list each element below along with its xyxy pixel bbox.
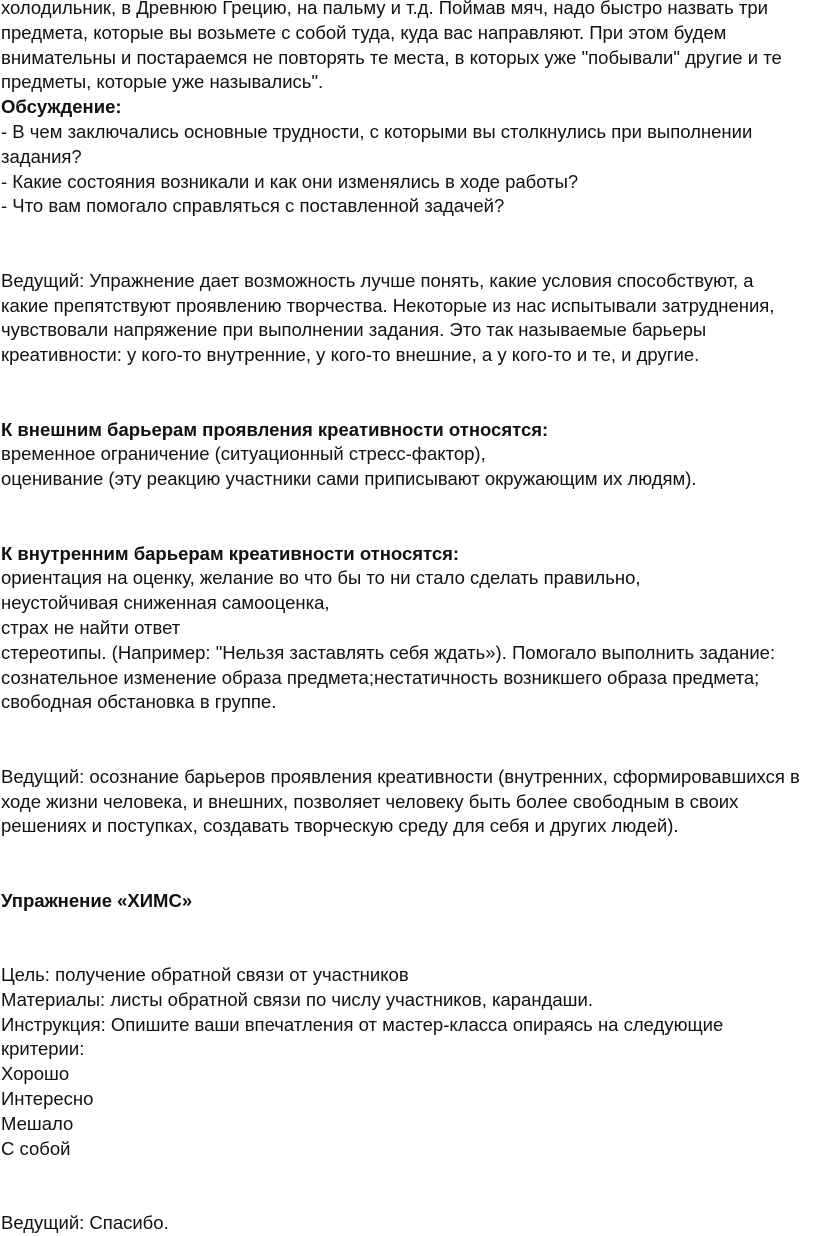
criterion-item: Хорошо xyxy=(1,1063,70,1085)
list-item: стереотипы. (Например: "Нельзя заставлять себя ждать»). Помогало выполнить задание: xyxy=(1,641,776,663)
list-item: ориентация на оценку, желание во что бы то ни стало сделать правильно, xyxy=(1,567,641,589)
closing-line: Ведущий: Спасибо. xyxy=(1,1212,169,1234)
blank-line xyxy=(1,913,813,938)
list-item: сознательное изменение образа предмета;нестатичность возникшего образа предмета; xyxy=(1,666,760,688)
text-line: какие препятствуют проявлению творчества. Некоторые из нас испытывали затруднения, xyxy=(1,294,775,316)
blank-line xyxy=(1,219,813,244)
blank-line xyxy=(1,244,813,269)
text-line: креативности: у кого-то внутренние, у кого-то внешние, а у кого-то и те, и другие. xyxy=(1,344,700,366)
blank-line xyxy=(1,368,813,393)
discussion-question: - Что вам помогало справляться с поставленной задачей? xyxy=(1,195,505,217)
exercise-instruction: критерии: xyxy=(1,1038,85,1060)
list-item: оценивание (эту реакцию участники сами приписывают окружающим их людям). xyxy=(1,468,697,490)
text-line: холодильник, в Древнюю Грецию, на пальму и т.д. Поймав мяч, надо быстро назвать три xyxy=(1,0,769,18)
blank-line xyxy=(1,517,813,542)
criterion-item: Мешало xyxy=(1,1112,74,1134)
blank-line xyxy=(1,1186,813,1211)
text-line: Ведущий: Упражнение дает возможность лучше понять, какие условия способствуют, а xyxy=(1,269,754,291)
exercise-section xyxy=(1,889,813,1162)
discussion-question: - В чем заключались основные трудности, с которыми вы столкнулись при выполнении xyxy=(1,120,753,142)
blank-line xyxy=(1,938,813,963)
document-page xyxy=(1,0,813,1236)
text-line: ходе жизни человека, и внешних, позволяет человеку быть более свободным в своих xyxy=(1,790,739,812)
blank-line xyxy=(1,492,813,517)
leader-paragraph-1 xyxy=(1,269,813,368)
discussion-question: - Какие состояния возникали и как они изменялись в ходе работы? xyxy=(1,170,579,192)
exercise-goal: Цель: получение обратной связи от участников xyxy=(1,964,409,986)
list-item: неустойчивая сниженная самооценка, xyxy=(1,592,330,614)
blank-line xyxy=(1,1161,813,1186)
text-line: чувствовали напряжение при выполнении задания. Это так называемые барьеры xyxy=(1,319,707,341)
blank-line xyxy=(1,740,813,765)
text-line: внимательны и постараемся не повторять те места, в которых уже "побывали" другие и те xyxy=(1,46,782,68)
text-line: решениях и поступках, создавать творческую среду для себя и других людей). xyxy=(1,815,679,837)
external-barriers-section xyxy=(1,418,813,492)
blank-line xyxy=(1,393,813,418)
external-barriers-heading: К внешним барьерам проявления креативности относятся: xyxy=(1,418,549,440)
list-item: страх не найти ответ xyxy=(1,616,181,638)
list-item: свободная обстановка в группе. xyxy=(1,691,277,713)
list-item: временное ограничение (ситуационный стресс-фактор), xyxy=(1,443,486,465)
criterion-item: Интересно xyxy=(1,1088,94,1110)
discussion-section xyxy=(1,95,813,219)
criterion-item: С собой xyxy=(1,1137,71,1159)
blank-line xyxy=(1,864,813,889)
discussion-question: задания? xyxy=(1,145,82,167)
exercise-heading: Упражнение «ХИМС» xyxy=(1,889,193,911)
internal-barriers-heading: К внутренним барьерам креативности относятся: xyxy=(1,542,460,564)
text-line: предмета, которые вы возьмете с собой туда, куда вас направляют. При этом будем xyxy=(1,21,727,43)
text-line: Ведущий: осознание барьеров проявления креативности (внутренних, сформировавшихся в xyxy=(1,765,800,787)
discussion-heading: Обсуждение: xyxy=(1,96,122,118)
blank-line xyxy=(1,839,813,864)
intro-paragraph xyxy=(1,0,813,95)
internal-barriers-section xyxy=(1,542,813,716)
exercise-instruction: Инструкция: Опишите ваши впечатления от мастер-класса опираясь на следующие xyxy=(1,1013,724,1035)
exercise-materials: Материалы: листы обратной связи по числу участников, карандаши. xyxy=(1,988,593,1010)
text-line: предметы, которые уже назывались". xyxy=(1,71,324,93)
blank-line xyxy=(1,715,813,740)
leader-paragraph-2 xyxy=(1,765,813,839)
